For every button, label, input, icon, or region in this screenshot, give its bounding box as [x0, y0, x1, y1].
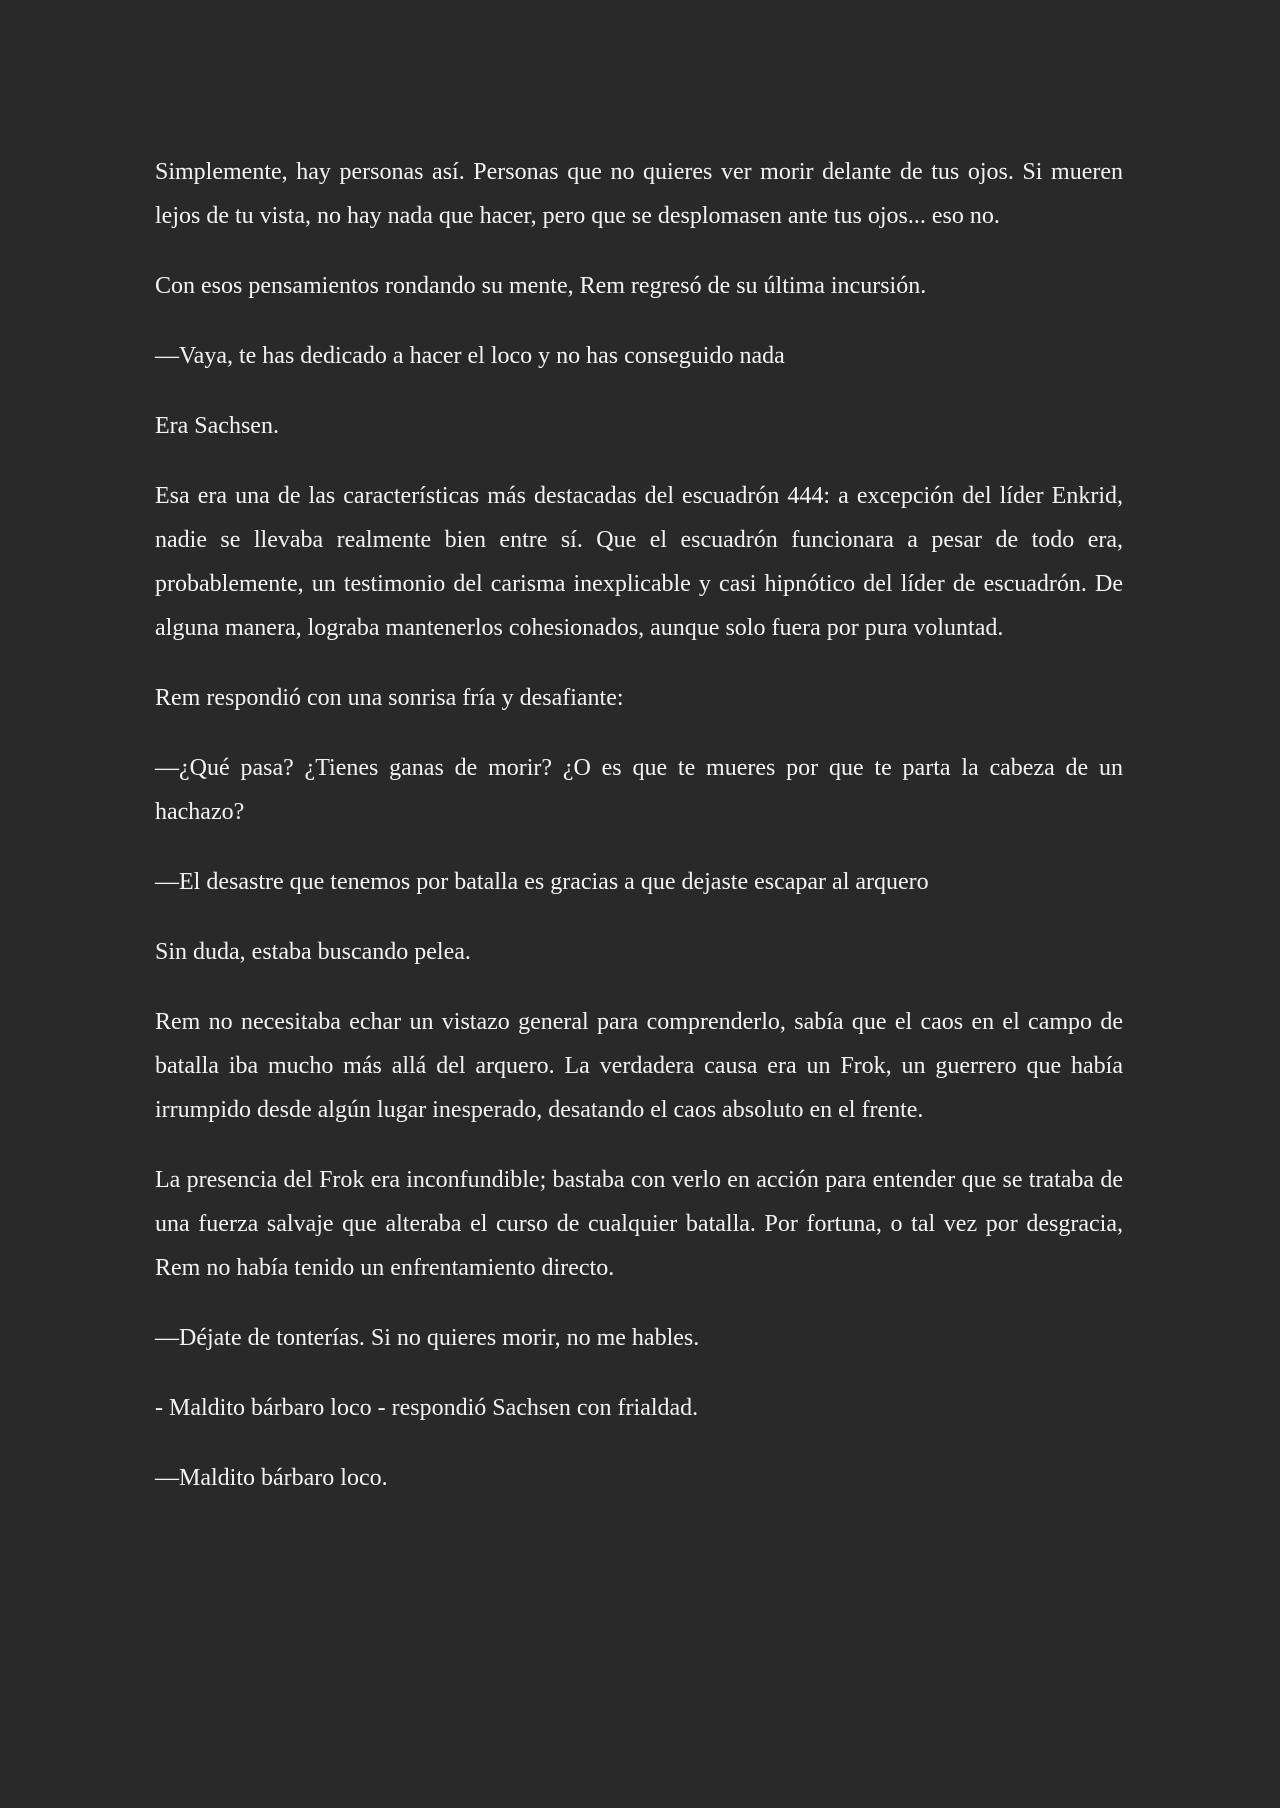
- dialogue-line: —Maldito bárbaro loco.: [155, 1465, 388, 1491]
- dialogue-line: - Maldito bárbaro loco - respondió Sachsen con frialdad.: [155, 1395, 699, 1421]
- dialogue-line: —El desastre que tenemos por batalla es gracias a que dejaste escapar al arquero: [155, 869, 929, 895]
- paragraph: Rem no necesitaba echar un vistazo general para comprenderlo, sabía que el caos en el campo de batalla iba mucho más allá del arquero. La verdadera causa era un Frok, un guerrero que había irrumpido desde algún lugar inesperado, desatando el caos absoluto en el frente.: [155, 1009, 1123, 1123]
- paragraph: Con esos pensamientos rondando su mente, Rem regresó de su última incursión.: [155, 273, 927, 299]
- paragraph: Simplemente, hay personas así. Personas que no quieres ver morir delante de tus ojos. Si mueren lejos de tu vista, no hay nada que hacer, pero que se desplomasen ante tus ojos... eso no.: [155, 159, 1123, 229]
- paragraph: Esa era una de las características más destacadas del escuadrón 444: a excepción del líder Enkrid, nadie se llevaba realmente bien entre sí. Que el escuadrón funcionara a pesar de todo era, probablemente, un testimonio del carisma inexplicable y casi hipnótico del líder de escuadrón. De alguna manera, lograba mantenerlos cohesionados, aunque solo fuera por pura voluntad.: [155, 483, 1123, 641]
- paragraph: La presencia del Frok era inconfundible; bastaba con verlo en acción para entender que se trataba de una fuerza salvaje que alteraba el curso de cualquier batalla. Por fortuna, o tal vez por desgracia, Rem no había tenido un enfrentamiento directo.: [155, 1167, 1123, 1281]
- paragraph: Sin duda, estaba buscando pelea.: [155, 939, 471, 965]
- paragraph: Era Sachsen.: [155, 413, 279, 439]
- paragraph: Rem respondió con una sonrisa fría y desafiante:: [155, 685, 624, 711]
- dialogue-line: —Vaya, te has dedicado a hacer el loco y no has conseguido nada: [155, 343, 785, 369]
- dialogue-line: —¿Qué pasa? ¿Tienes ganas de morir? ¿O es que te mueres por que te parta la cabeza de un hachazo?: [155, 755, 1123, 825]
- dialogue-line: —Déjate de tonterías. Si no quieres morir, no me hables.: [155, 1325, 700, 1351]
- document-page: [155, 150, 1123, 1526]
